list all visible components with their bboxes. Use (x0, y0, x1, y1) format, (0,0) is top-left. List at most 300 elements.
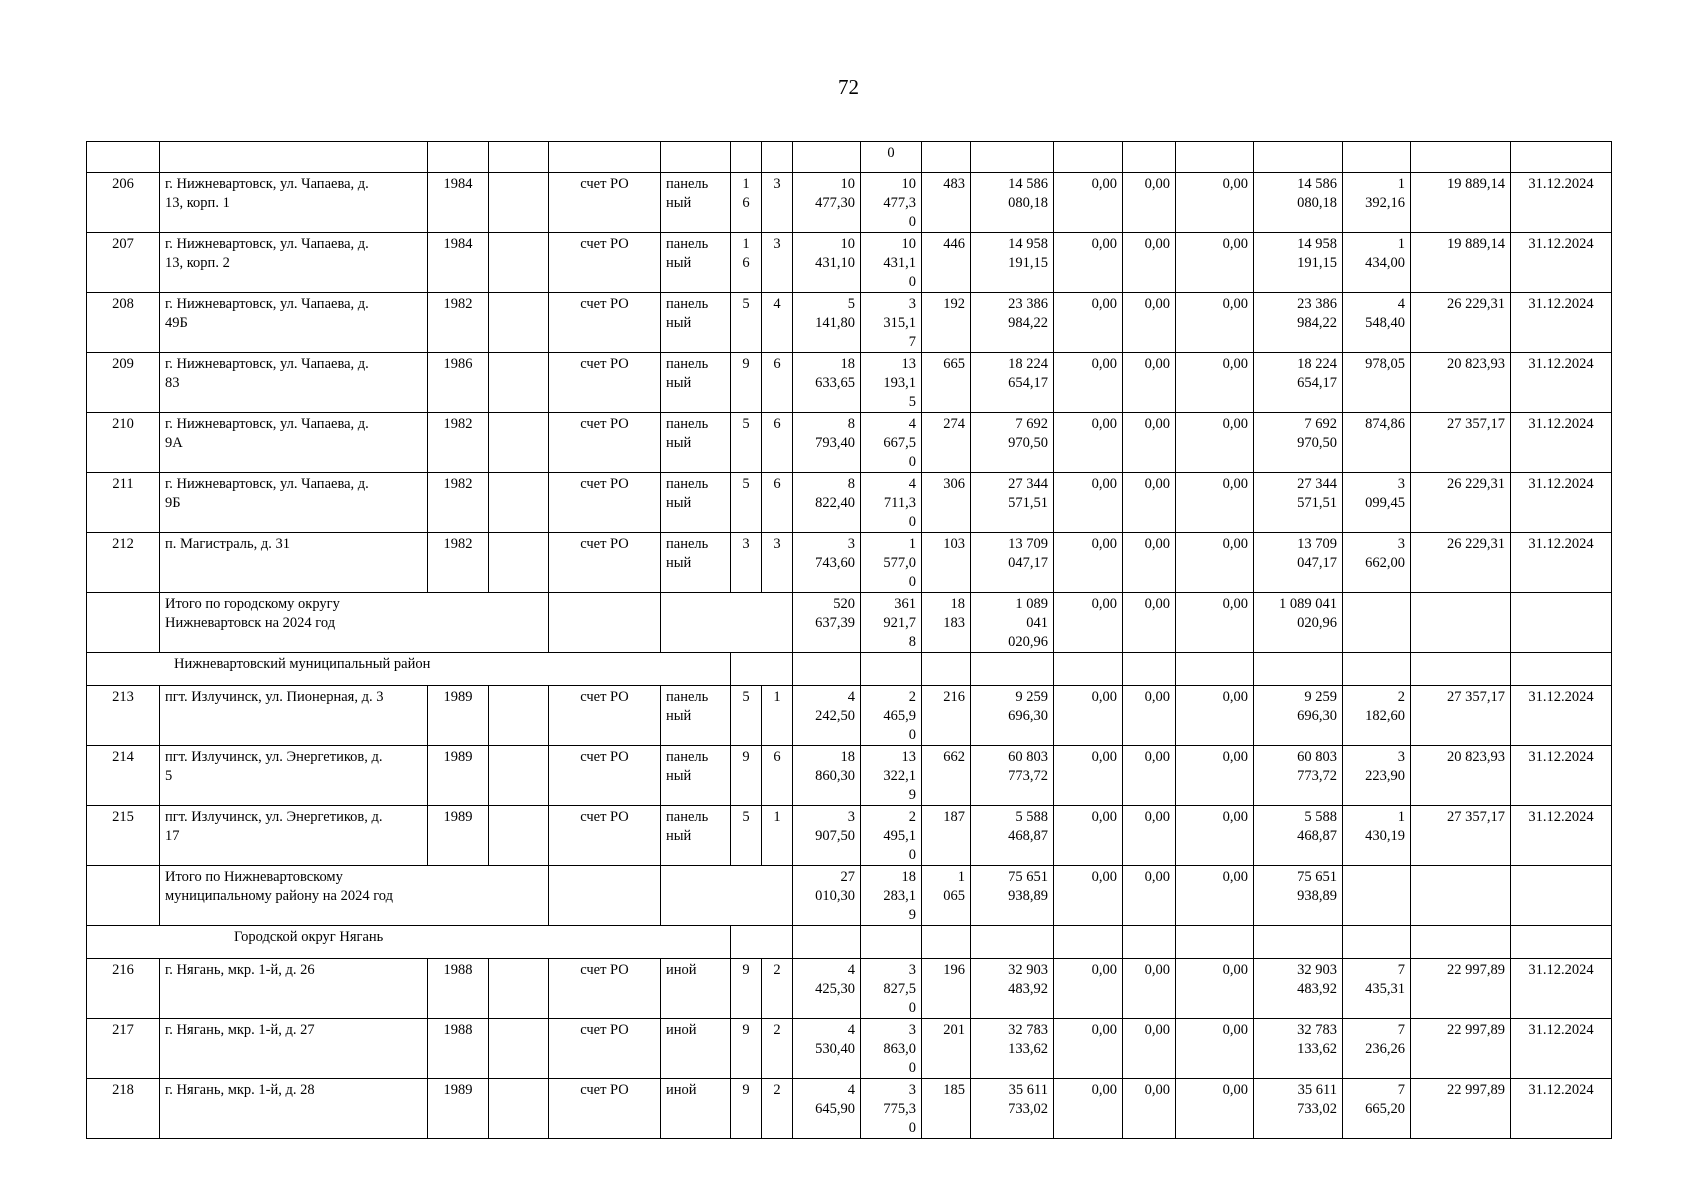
total-area-cell: 4 425,30 (793, 959, 861, 1019)
blank-cell (971, 926, 1054, 959)
residents-cell: 18 183 (922, 593, 971, 653)
year-cell: 1988 (428, 1019, 489, 1079)
blank-cell (1123, 926, 1176, 959)
unit-cost-cell: 7 665,20 (1343, 1079, 1411, 1139)
federal-funds-cell: 0,00 (1054, 866, 1123, 926)
blank-cell (489, 959, 549, 1019)
blank-cell (489, 806, 549, 866)
total-cost-cell: 7 692 970,50 (971, 413, 1054, 473)
blank-cell (549, 593, 661, 653)
table-row (87, 233, 1612, 293)
wall-material-cell: панель ный (661, 806, 731, 866)
funding-method-cell: счет РО (549, 473, 661, 533)
owner-funds-cell: 5 588 468,87 (1254, 806, 1343, 866)
table-row (87, 1019, 1612, 1079)
continuation-row (87, 142, 1612, 173)
blank-cell (489, 173, 549, 233)
total-area-cell: 5 141,80 (793, 293, 861, 353)
residents-cell: 274 (922, 413, 971, 473)
funding-method-cell: счет РО (549, 1019, 661, 1079)
total-cost-cell: 9 259 696,30 (971, 686, 1054, 746)
completion-date-cell: 31.12.2024 (1511, 293, 1612, 353)
subtotal-label: Итого по Нижневартовскому муниципальному району на 2024 год (160, 866, 549, 926)
completion-date-cell: 31.12.2024 (1511, 353, 1612, 413)
total-area-cell: 3 743,60 (793, 533, 861, 593)
year-cell: 1984 (428, 233, 489, 293)
unit-cost-cell: 3 662,00 (1343, 533, 1411, 593)
residents-cell: 446 (922, 233, 971, 293)
regional-funds-cell: 0,00 (1123, 959, 1176, 1019)
blank-cell (1254, 926, 1343, 959)
blank-cell (971, 653, 1054, 686)
total-area-cell: 18 633,65 (793, 353, 861, 413)
floors-cell: 9 (731, 1079, 762, 1139)
total-cost-cell: 18 224 654,17 (971, 353, 1054, 413)
completion-date-cell: 31.12.2024 (1511, 473, 1612, 533)
floors-cell: 5 (731, 806, 762, 866)
federal-funds-cell: 0,00 (1054, 1079, 1123, 1139)
blank-cell (489, 533, 549, 593)
address-cell: г. Нягань, мкр. 1-й, д. 28 (160, 1079, 428, 1139)
regional-funds-cell: 0,00 (1123, 1079, 1176, 1139)
owner-funds-cell: 35 611 733,02 (1254, 1079, 1343, 1139)
unit-cost-cell: 1 392,16 (1343, 173, 1411, 233)
total-area-cell: 10 477,30 (793, 173, 861, 233)
address-cell: пгт. Излучинск, ул. Энергетиков, д. 5 (160, 746, 428, 806)
blank-cell (1511, 926, 1612, 959)
entrances-cell: 1 (762, 806, 793, 866)
address-cell: г. Нягань, мкр. 1-й, д. 27 (160, 1019, 428, 1079)
completion-date-cell: 31.12.2024 (1511, 1079, 1612, 1139)
regional-funds-cell: 0,00 (1123, 686, 1176, 746)
page-number: 72 (838, 75, 859, 99)
section-heading-row (87, 926, 1612, 959)
entrances-cell: 6 (762, 413, 793, 473)
address-cell: г. Нижневартовск, ул. Чапаева, д. 83 (160, 353, 428, 413)
regional-funds-cell: 0,00 (1123, 866, 1176, 926)
blank-cell (1411, 653, 1511, 686)
regional-funds-cell: 0,00 (1123, 533, 1176, 593)
floors-cell: 5 (731, 293, 762, 353)
federal-funds-cell: 0,00 (1054, 473, 1123, 533)
funding-method-cell: счет РО (549, 533, 661, 593)
table-row (87, 293, 1612, 353)
living-area-cell: 10 477,3 0 (861, 173, 922, 233)
local-funds-cell: 0,00 (1176, 293, 1254, 353)
funding-method-cell: счет РО (549, 233, 661, 293)
area-living-cell: 0 (861, 142, 922, 173)
completion-date-cell: 31.12.2024 (1511, 413, 1612, 473)
unit-cost-cell: 978,05 (1343, 353, 1411, 413)
section-title: Нижневартовский муниципальный район (87, 653, 731, 686)
federal-funds-cell: 0,00 (1054, 413, 1123, 473)
residents-cell: 665 (922, 353, 971, 413)
blank-cell (731, 926, 793, 959)
blank-cell (1054, 926, 1123, 959)
table-row (87, 173, 1612, 233)
blank-cell (489, 746, 549, 806)
blank-cell (1511, 866, 1612, 926)
total-area-cell: 8 793,40 (793, 413, 861, 473)
row-number-cell: 213 (87, 686, 160, 746)
completion-date-cell: 31.12.2024 (1511, 533, 1612, 593)
address-cell: г. Нягань, мкр. 1-й, д. 26 (160, 959, 428, 1019)
row-number-cell: 207 (87, 233, 160, 293)
entrances-cell: 4 (762, 293, 793, 353)
total-cost-cell: 14 586 080,18 (971, 173, 1054, 233)
total-cost-cell: 32 783 133,62 (971, 1019, 1054, 1079)
federal-funds-cell: 0,00 (1054, 686, 1123, 746)
row-number-cell: 210 (87, 413, 160, 473)
wall-material-cell: панель ный (661, 413, 731, 473)
completion-date-cell: 31.12.2024 (1511, 806, 1612, 866)
entrances-cell: 6 (762, 473, 793, 533)
funding-method-cell: счет РО (549, 686, 661, 746)
residents-cell: 483 (922, 173, 971, 233)
address-cell: г. Нижневартовск, ул. Чапаева, д. 49Б (160, 293, 428, 353)
address-cell: п. Магистраль, д. 31 (160, 533, 428, 593)
local-funds-cell: 0,00 (1176, 533, 1254, 593)
total-cost-cell: 75 651 938,89 (971, 866, 1054, 926)
floors-cell: 9 (731, 746, 762, 806)
floors-cell: 9 (731, 959, 762, 1019)
regional-funds-cell: 0,00 (1123, 173, 1176, 233)
residents-cell: 1 065 (922, 866, 971, 926)
floors-cell: 3 (731, 533, 762, 593)
year-cell: 1982 (428, 293, 489, 353)
federal-funds-cell: 0,00 (1054, 746, 1123, 806)
funding-method-cell: счет РО (549, 353, 661, 413)
completion-date-cell: 31.12.2024 (1511, 686, 1612, 746)
local-funds-cell: 0,00 (1176, 686, 1254, 746)
owner-funds-cell: 32 903 483,92 (1254, 959, 1343, 1019)
regional-funds-cell: 0,00 (1123, 353, 1176, 413)
row-number-cell: 211 (87, 473, 160, 533)
section-title: Городской округ Нягань (87, 926, 731, 959)
residents-cell: 192 (922, 293, 971, 353)
wall-material-cell: панель ный (661, 233, 731, 293)
federal-funds-cell: 0,00 (1054, 1019, 1123, 1079)
row-number-cell: 216 (87, 959, 160, 1019)
total-area-cell: 4 242,50 (793, 686, 861, 746)
blank-cell (1411, 926, 1511, 959)
funding-method-cell: счет РО (549, 293, 661, 353)
owner-funds-cell: 32 783 133,62 (1254, 1019, 1343, 1079)
cost-limit-cell: 26 229,31 (1411, 293, 1511, 353)
year-cell: 1989 (428, 1079, 489, 1139)
cost-limit-cell: 22 997,89 (1411, 1019, 1511, 1079)
owner-funds-cell: 18 224 654,17 (1254, 353, 1343, 413)
total-area-cell: 8 822,40 (793, 473, 861, 533)
wall-material-cell: панель ный (661, 533, 731, 593)
blank-cell (1343, 653, 1411, 686)
blank-cell (1511, 593, 1612, 653)
blank-cell (661, 593, 793, 653)
living-area-cell: 13 322,1 9 (861, 746, 922, 806)
address-cell: пгт. Излучинск, ул. Энергетиков, д. 17 (160, 806, 428, 866)
floors-cell: 1 6 (731, 173, 762, 233)
completion-date-cell: 31.12.2024 (1511, 959, 1612, 1019)
federal-funds-cell: 0,00 (1054, 806, 1123, 866)
federal-funds-cell: 0,00 (1054, 593, 1123, 653)
entrances-cell: 3 (762, 233, 793, 293)
residents-cell: 185 (922, 1079, 971, 1139)
local-funds-cell: 0,00 (1176, 1019, 1254, 1079)
blank-cell (1411, 866, 1511, 926)
unit-cost-cell: 4 548,40 (1343, 293, 1411, 353)
blank-cell (661, 866, 793, 926)
blank-cell (87, 593, 160, 653)
unit-cost-cell: 2 182,60 (1343, 686, 1411, 746)
floors-cell: 5 (731, 686, 762, 746)
cost-limit-cell: 22 997,89 (1411, 959, 1511, 1019)
funding-method-cell: счет РО (549, 746, 661, 806)
local-funds-cell: 0,00 (1176, 413, 1254, 473)
address-cell: г. Нижневартовск, ул. Чапаева, д. 9Б (160, 473, 428, 533)
subtotal-row (87, 593, 1612, 653)
living-area-cell: 4 711,3 0 (861, 473, 922, 533)
residents-cell: 103 (922, 533, 971, 593)
cost-limit-cell: 19 889,14 (1411, 173, 1511, 233)
total-area-cell: 10 431,10 (793, 233, 861, 293)
total-cost-cell: 35 611 733,02 (971, 1079, 1054, 1139)
blank-cell (489, 293, 549, 353)
blank-cell (87, 866, 160, 926)
blank-cell (1343, 593, 1411, 653)
row-number-cell: 209 (87, 353, 160, 413)
residents-cell: 306 (922, 473, 971, 533)
blank-cell (489, 473, 549, 533)
living-area-cell: 3 827,5 0 (861, 959, 922, 1019)
living-area-cell: 1 577,0 0 (861, 533, 922, 593)
blank-cell (1411, 593, 1511, 653)
local-funds-cell: 0,00 (1176, 746, 1254, 806)
wall-material-cell: панель ный (661, 473, 731, 533)
unit-cost-cell: 3 099,45 (1343, 473, 1411, 533)
completion-date-cell: 31.12.2024 (1511, 1019, 1612, 1079)
table-row (87, 533, 1612, 593)
local-funds-cell: 0,00 (1176, 233, 1254, 293)
cost-limit-cell: 20 823,93 (1411, 746, 1511, 806)
unit-cost-cell: 7 236,26 (1343, 1019, 1411, 1079)
total-area-cell: 4 645,90 (793, 1079, 861, 1139)
local-funds-cell: 0,00 (1176, 806, 1254, 866)
wall-material-cell: панель ный (661, 173, 731, 233)
blank-cell (1054, 653, 1123, 686)
total-cost-cell: 27 344 571,51 (971, 473, 1054, 533)
living-area-cell: 2 465,9 0 (861, 686, 922, 746)
owner-funds-cell: 13 709 047,17 (1254, 533, 1343, 593)
owner-funds-cell: 75 651 938,89 (1254, 866, 1343, 926)
table-row (87, 1079, 1612, 1139)
floors-cell: 5 (731, 413, 762, 473)
residents-cell: 201 (922, 1019, 971, 1079)
residents-cell: 662 (922, 746, 971, 806)
funding-method-cell: счет РО (549, 173, 661, 233)
year-cell: 1989 (428, 806, 489, 866)
unit-cost-cell: 1 430,19 (1343, 806, 1411, 866)
living-area-cell: 361 921,7 8 (861, 593, 922, 653)
year-cell: 1982 (428, 413, 489, 473)
blank-cell (489, 1019, 549, 1079)
blank-cell (731, 653, 793, 686)
unit-cost-cell: 874,86 (1343, 413, 1411, 473)
year-cell: 1989 (428, 686, 489, 746)
wall-material-cell: панель ный (661, 746, 731, 806)
federal-funds-cell: 0,00 (1054, 959, 1123, 1019)
row-number-cell: 217 (87, 1019, 160, 1079)
owner-funds-cell: 14 958 191,15 (1254, 233, 1343, 293)
section-heading-row (87, 653, 1612, 686)
unit-cost-cell: 7 435,31 (1343, 959, 1411, 1019)
table-row (87, 959, 1612, 1019)
cost-limit-cell: 26 229,31 (1411, 533, 1511, 593)
residents-cell: 196 (922, 959, 971, 1019)
local-funds-cell: 0,00 (1176, 959, 1254, 1019)
year-cell: 1986 (428, 353, 489, 413)
owner-funds-cell: 9 259 696,30 (1254, 686, 1343, 746)
regional-funds-cell: 0,00 (1123, 593, 1176, 653)
entrances-cell: 1 (762, 686, 793, 746)
blank-cell (1176, 926, 1254, 959)
wall-material-cell: иной (661, 1079, 731, 1139)
total-cost-cell: 1 089 041 020,96 (971, 593, 1054, 653)
funding-method-cell: счет РО (549, 1079, 661, 1139)
table-row (87, 686, 1612, 746)
total-area-cell: 3 907,50 (793, 806, 861, 866)
federal-funds-cell: 0,00 (1054, 173, 1123, 233)
regional-funds-cell: 0,00 (1123, 746, 1176, 806)
total-cost-cell: 23 386 984,22 (971, 293, 1054, 353)
federal-funds-cell: 0,00 (1054, 233, 1123, 293)
address-cell: г. Нижневартовск, ул. Чапаева, д. 13, корп. 1 (160, 173, 428, 233)
total-area-cell: 520 637,39 (793, 593, 861, 653)
residents-cell: 187 (922, 806, 971, 866)
regional-funds-cell: 0,00 (1123, 473, 1176, 533)
blank-cell (793, 653, 861, 686)
subtotal-row (87, 866, 1612, 926)
wall-material-cell: иной (661, 959, 731, 1019)
regional-funds-cell: 0,00 (1123, 1019, 1176, 1079)
local-funds-cell: 0,00 (1176, 353, 1254, 413)
funding-method-cell: счет РО (549, 806, 661, 866)
blank-cell (489, 353, 549, 413)
living-area-cell: 13 193,1 5 (861, 353, 922, 413)
living-area-cell: 10 431,1 0 (861, 233, 922, 293)
cost-limit-cell: 26 229,31 (1411, 473, 1511, 533)
entrances-cell: 2 (762, 959, 793, 1019)
federal-funds-cell: 0,00 (1054, 353, 1123, 413)
blank-cell (922, 653, 971, 686)
owner-funds-cell: 1 089 041 020,96 (1254, 593, 1343, 653)
blank-cell (1343, 866, 1411, 926)
table-row (87, 473, 1612, 533)
entrances-cell: 2 (762, 1079, 793, 1139)
blank-cell (922, 926, 971, 959)
owner-funds-cell: 60 803 773,72 (1254, 746, 1343, 806)
local-funds-cell: 0,00 (1176, 1079, 1254, 1139)
row-number-cell: 215 (87, 806, 160, 866)
living-area-cell: 3 863,0 0 (861, 1019, 922, 1079)
subtotal-label: Итого по городскому округу Нижневартовск на 2024 год (160, 593, 549, 653)
total-cost-cell: 32 903 483,92 (971, 959, 1054, 1019)
regional-funds-cell: 0,00 (1123, 233, 1176, 293)
year-cell: 1989 (428, 746, 489, 806)
address-cell: г. Нижневартовск, ул. Чапаева, д. 9А (160, 413, 428, 473)
blank-cell (489, 1079, 549, 1139)
funding-method-cell: счет РО (549, 413, 661, 473)
blank-cell (1123, 653, 1176, 686)
cost-limit-cell: 27 357,17 (1411, 413, 1511, 473)
year-cell: 1982 (428, 473, 489, 533)
row-number-cell: 206 (87, 173, 160, 233)
cost-limit-cell: 19 889,14 (1411, 233, 1511, 293)
row-number-cell: 212 (87, 533, 160, 593)
blank-cell (793, 926, 861, 959)
living-area-cell: 3 315,1 7 (861, 293, 922, 353)
local-funds-cell: 0,00 (1176, 473, 1254, 533)
blank-cell (1254, 653, 1343, 686)
table-row (87, 746, 1612, 806)
blank-cell (489, 413, 549, 473)
table-row (87, 806, 1612, 866)
federal-funds-cell: 0,00 (1054, 533, 1123, 593)
table-row (87, 353, 1612, 413)
completion-date-cell: 31.12.2024 (1511, 233, 1612, 293)
cost-limit-cell: 27 357,17 (1411, 686, 1511, 746)
total-area-cell: 18 860,30 (793, 746, 861, 806)
floors-cell: 5 (731, 473, 762, 533)
entrances-cell: 2 (762, 1019, 793, 1079)
living-area-cell: 18 283,1 9 (861, 866, 922, 926)
total-cost-cell: 60 803 773,72 (971, 746, 1054, 806)
owner-funds-cell: 23 386 984,22 (1254, 293, 1343, 353)
cost-limit-cell: 27 357,17 (1411, 806, 1511, 866)
total-area-cell: 4 530,40 (793, 1019, 861, 1079)
local-funds-cell: 0,00 (1176, 173, 1254, 233)
blank-cell (549, 866, 661, 926)
year-cell: 1988 (428, 959, 489, 1019)
entrances-cell: 6 (762, 353, 793, 413)
wall-material-cell: иной (661, 1019, 731, 1079)
living-area-cell: 4 667,5 0 (861, 413, 922, 473)
regional-funds-cell: 0,00 (1123, 293, 1176, 353)
row-number-cell: 214 (87, 746, 160, 806)
blank-cell (1176, 653, 1254, 686)
living-area-cell: 3 775,3 0 (861, 1079, 922, 1139)
year-cell: 1984 (428, 173, 489, 233)
entrances-cell: 3 (762, 533, 793, 593)
unit-cost-cell: 3 223,90 (1343, 746, 1411, 806)
cost-limit-cell: 22 997,89 (1411, 1079, 1511, 1139)
local-funds-cell: 0,00 (1176, 593, 1254, 653)
total-cost-cell: 13 709 047,17 (971, 533, 1054, 593)
owner-funds-cell: 7 692 970,50 (1254, 413, 1343, 473)
residents-cell: 216 (922, 686, 971, 746)
blank-cell (861, 653, 922, 686)
address-cell: пгт. Излучинск, ул. Пионерная, д. 3 (160, 686, 428, 746)
floors-cell: 9 (731, 1019, 762, 1079)
completion-date-cell: 31.12.2024 (1511, 173, 1612, 233)
wall-material-cell: панель ный (661, 353, 731, 413)
cost-limit-cell: 20 823,93 (1411, 353, 1511, 413)
local-funds-cell: 0,00 (1176, 866, 1254, 926)
wall-material-cell: панель ный (661, 686, 731, 746)
floors-cell: 9 (731, 353, 762, 413)
regional-funds-cell: 0,00 (1123, 413, 1176, 473)
unit-cost-cell: 1 434,00 (1343, 233, 1411, 293)
total-cost-cell: 5 588 468,87 (971, 806, 1054, 866)
